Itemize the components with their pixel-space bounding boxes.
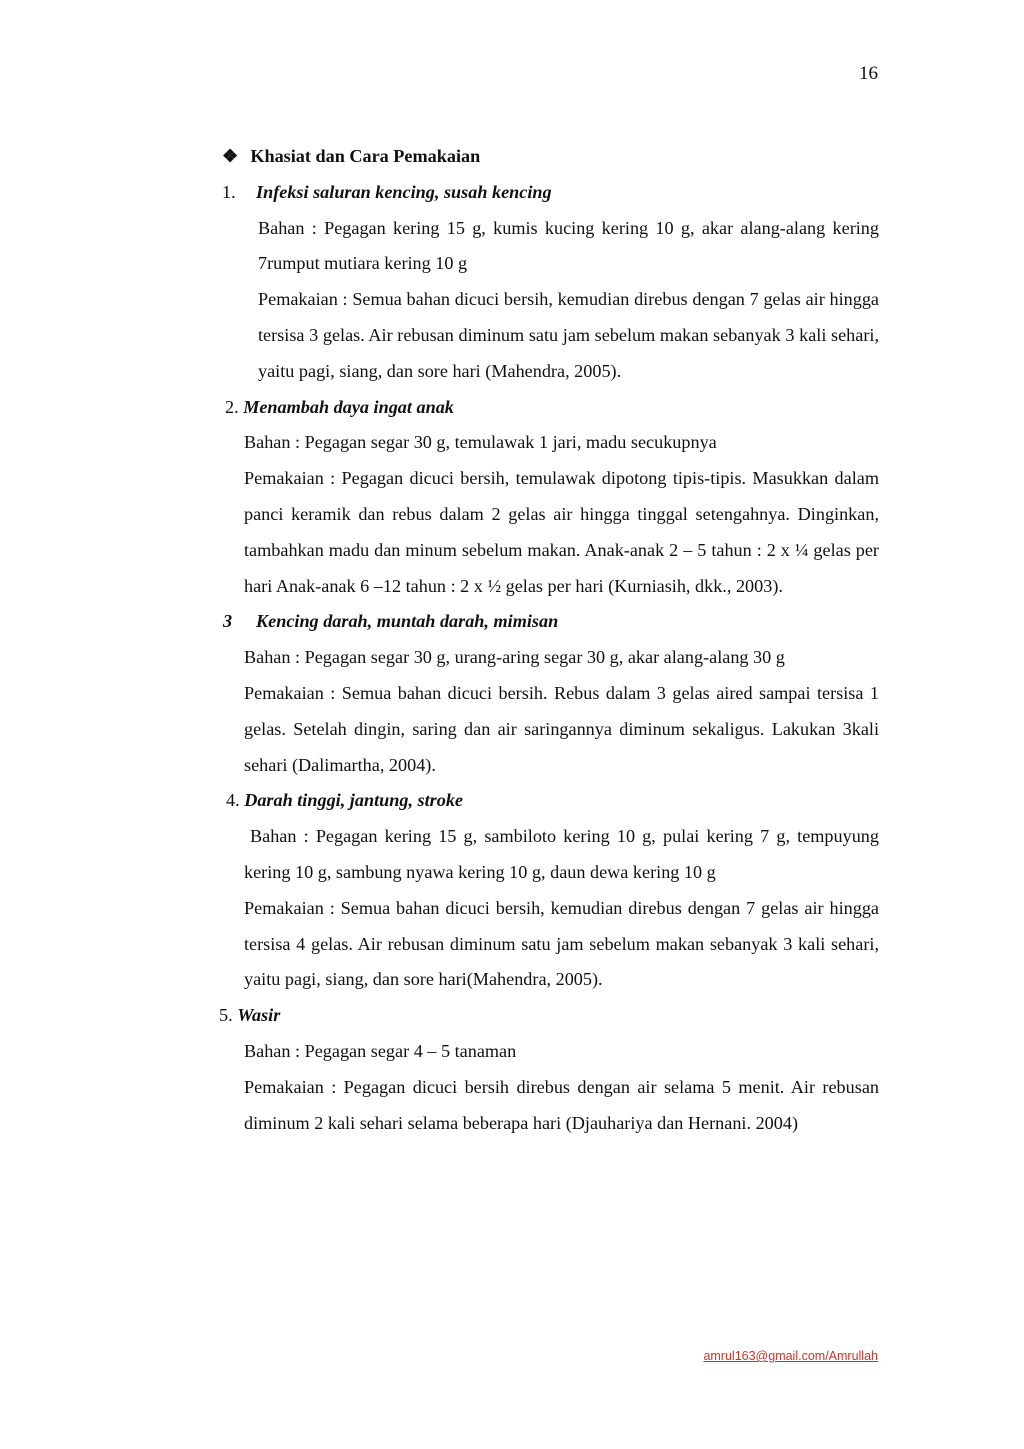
- pemakaian-text: Pemakaian : Semua bahan dicuci bersih, kemudian direbus dengan 7 gelas air hingga tersisa 3 gelas. Air rebusan diminum satu jam sebelum makan sebanyak 3 kali sehari, yaitu pagi, siang, dan sore hari (Mahendra, 2005).: [258, 289, 879, 381]
- section-heading: [222, 139, 879, 175]
- item-title-text: Kencing darah, muntah darah, mimisan: [256, 611, 559, 632]
- section-heading-text: Khasiat dan Cara Pemakaian: [250, 146, 481, 166]
- bahan-text: Bahan : Pegagan segar 30 g, temulawak 1 jari, madu secukupnya: [244, 432, 717, 453]
- item-title: [219, 998, 879, 1034]
- footer-email-link[interactable]: amrul163@gmail.com/Amrullah: [703, 1349, 878, 1363]
- page-number: 16: [859, 63, 878, 84]
- item-body: [222, 1034, 879, 1141]
- document-content: [219, 139, 879, 1141]
- item-number: 1.: [222, 181, 236, 202]
- pemakaian-text: Pemakaian : Pegagan dicuci bersih direbus dengan air selama 5 menit. Air rebusan diminum 2 kali sehari selama beberapa hari (Djauhariya dan Hernani. 2004): [244, 1076, 879, 1133]
- item-title: [222, 783, 879, 819]
- item-number: 2.: [225, 396, 239, 417]
- item-title-text: Darah tinggi, jantung, stroke: [244, 790, 464, 811]
- bahan-text: Bahan : Pegagan kering 15 g, sambiloto kering 10 g, pulai kering 7 g, tempuyung kering 10 g, sambung nyawa kering 10 g, daun dewa kering 10 g: [244, 826, 879, 882]
- list-item-2: [222, 390, 879, 605]
- item-number: 4.: [226, 790, 240, 811]
- list-item-1: [222, 175, 879, 390]
- item-body: [222, 640, 879, 783]
- diamond-bullet-icon: ❖: [222, 146, 239, 166]
- item-title: [222, 604, 879, 640]
- item-number: 5.: [219, 1005, 233, 1026]
- item-number: 3: [223, 611, 233, 632]
- item-title: [222, 390, 879, 426]
- item-body: [222, 211, 879, 390]
- list-item-3: [222, 604, 879, 783]
- item-title-text: Wasir: [237, 1005, 281, 1026]
- item-title: [222, 175, 879, 211]
- pemakaian-text: Pemakaian : Pegagan dicuci bersih, temulawak dipotong tipis-tipis. Masukkan dalam panci keramik dan rebus dalam 2 gelas air hingga tinggal setengahnya. Dinginkan, tambahkan madu dan minum sebelum makan. Anak-anak 2 – 5 tahun : 2 x ¼ gelas per hari Anak-anak 6 –12 tahun : 2 x ½ gelas per hari (Kurniasih, dkk., 2003).: [244, 468, 879, 596]
- bahan-text: Bahan : Pegagan kering 15 g, kumis kucing kering 10 g, akar alang-alang kering 7rumput mutiara kering 10 g: [258, 217, 879, 274]
- item-title-text: Infeksi saluran kencing, susah kencing: [256, 181, 552, 202]
- item-body: [222, 425, 879, 604]
- list-item-4: [222, 783, 879, 998]
- pemakaian-text: Pemakaian : Semua bahan dicuci bersih. Rebus dalam 3 gelas aired sampai tersisa 1 gelas. Setelah dingin, saring dan air saringannya diminum sekaligus. Lakukan 3kali sehari (Dalimartha, 2004).: [244, 682, 879, 775]
- item-title-text: Menambah daya ingat anak: [243, 396, 454, 417]
- bahan-text: Bahan : Pegagan segar 4 – 5 tanaman: [244, 1040, 517, 1061]
- list-item-5: [219, 998, 879, 1141]
- pemakaian-text: Pemakaian : Semua bahan dicuci bersih, kemudian direbus dengan 7 gelas air hingga tersisa 4 gelas. Air rebusan diminum satu jam sebelum makan sebanyak 3 kali sehari, yaitu pagi, siang, dan sore hari(Mahendra, 2005).: [244, 897, 879, 990]
- bahan-text: Bahan : Pegagan segar 30 g, urang-aring segar 30 g, akar alang-alang 30 g: [244, 647, 785, 668]
- item-body: [222, 819, 879, 998]
